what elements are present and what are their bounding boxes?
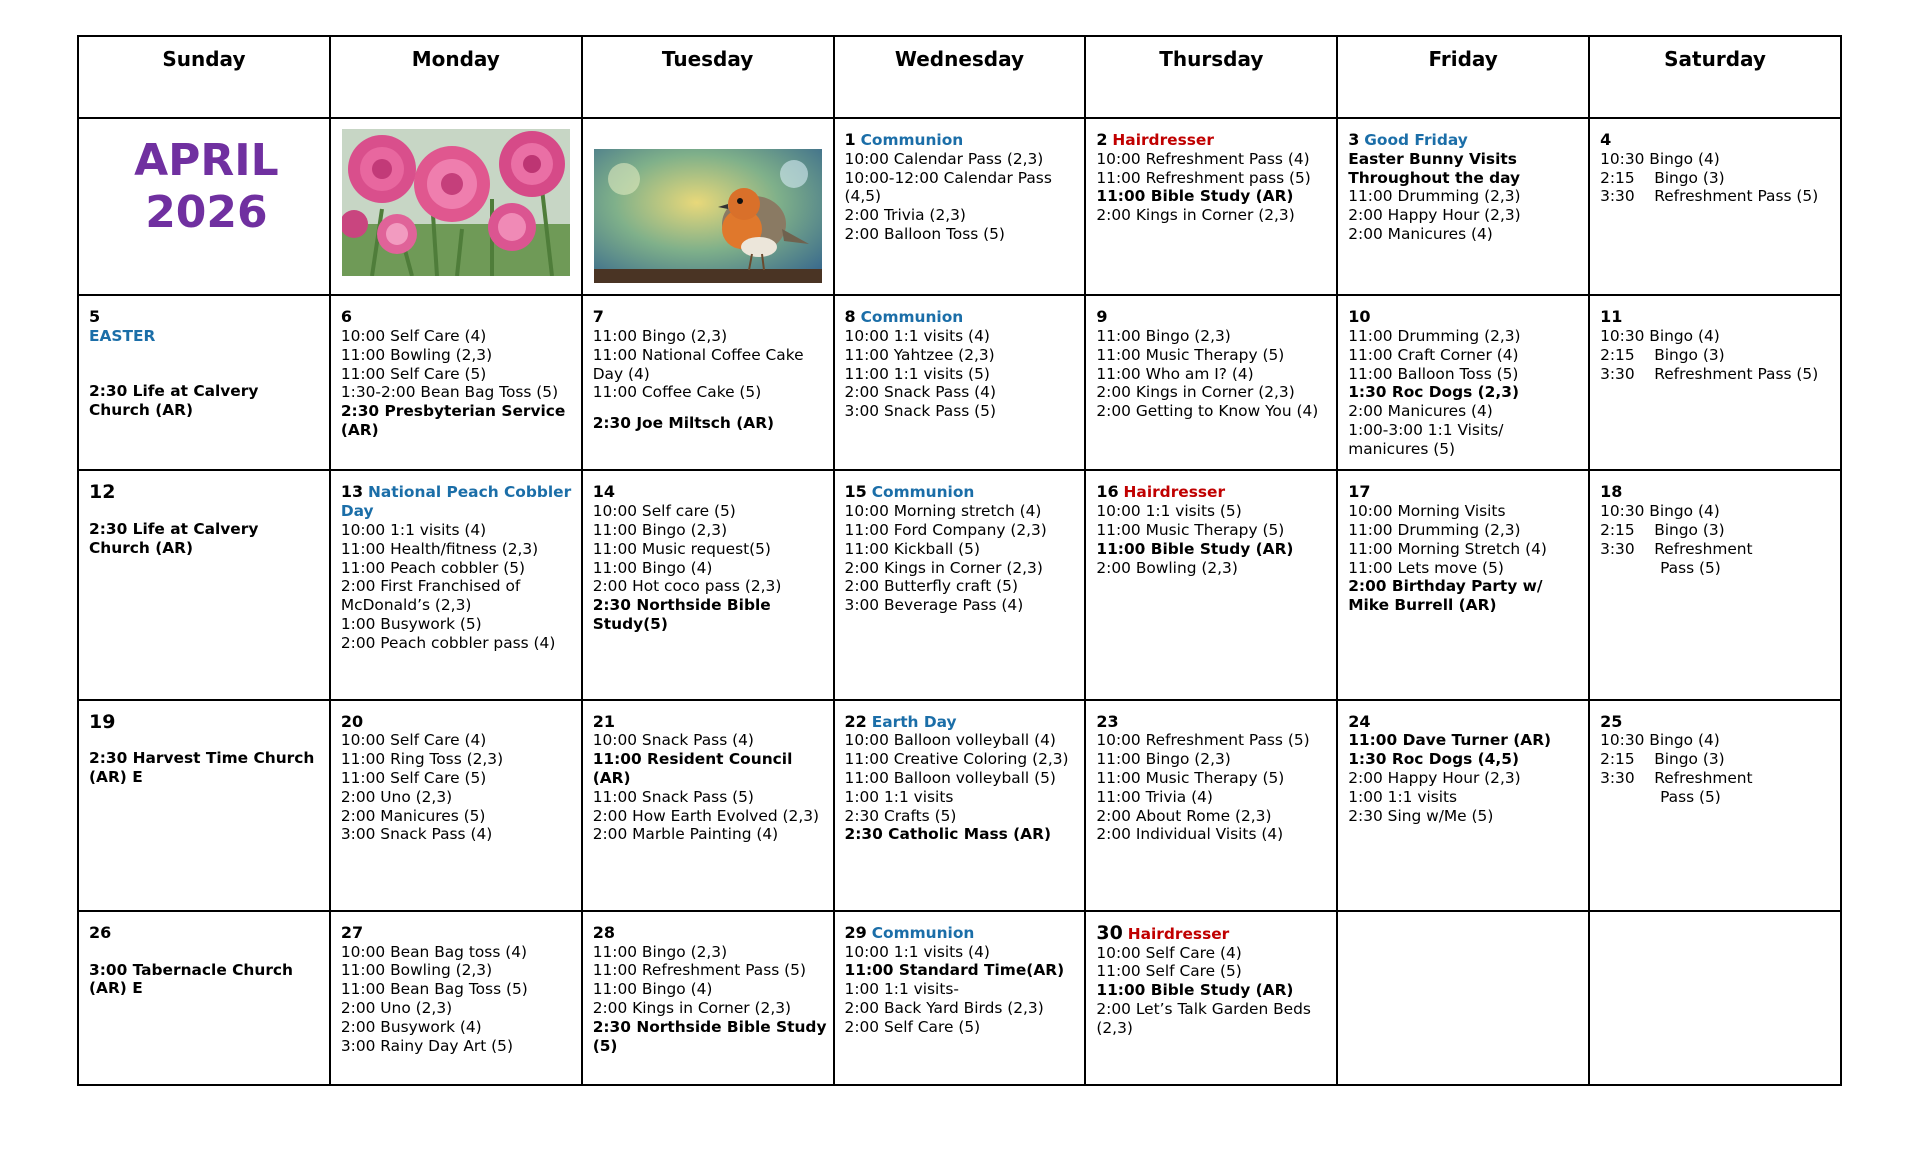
activity: Refreshment Pass (5)	[1654, 364, 1819, 383]
robin-photo	[594, 149, 822, 283]
day-number: 30	[1096, 921, 1123, 944]
activity: 2:30 Catholic Mass (AR)	[844, 825, 1051, 844]
activity: 11:00 Lets move (5)	[1348, 558, 1504, 577]
special-event: National Peach Cobbler Day	[340, 483, 572, 521]
activity: 11:00 Bingo (4)	[592, 980, 713, 999]
activity: 11:00 National Coffee Cake Day (4)	[592, 345, 804, 383]
activity: 11:00 Kickball (5)	[844, 539, 980, 558]
activity: 11:00 Self Care (5)	[340, 768, 487, 787]
activity: 11:00 Music request(5)	[592, 539, 771, 558]
activity: 11:00 Music Therapy (5)	[1096, 345, 1285, 364]
activity-time: 2:15	[1600, 345, 1635, 364]
activity: 10:00 Self Care (4)	[340, 731, 487, 750]
activity: 11:00 Morning Stretch (4)	[1348, 539, 1547, 558]
special-event: Hairdresser	[1112, 131, 1214, 149]
activity: 2:00 Butterfly craft (5)	[844, 577, 1018, 596]
weekday-saturday: Saturday	[1589, 36, 1841, 118]
activity: 10:00 1:1 visits (4)	[340, 520, 487, 539]
day-number: 24	[1348, 711, 1371, 731]
activity: 11:00 Music Therapy (5)	[1096, 768, 1285, 787]
activity: 2:00 Kings in Corner (2,3)	[844, 558, 1043, 577]
activity: 11:00 Bean Bag Toss (5)	[340, 980, 528, 999]
activity-time: 3:30	[1600, 187, 1635, 206]
day-number: 10	[1348, 307, 1371, 327]
activity: 10:00 1:1 visits (4)	[844, 942, 990, 961]
activity: 2:00 Balloon Toss (5)	[844, 224, 1005, 243]
activity: Bingo (3)	[1654, 750, 1725, 769]
day-number: 5	[89, 307, 101, 327]
activity: 11:00 Peach cobbler (5)	[340, 558, 526, 577]
activity: 11:00 Self Care (5)	[340, 364, 487, 383]
activity: 1:00 Busywork (5)	[340, 614, 482, 633]
activity: 11:00 Dave Turner (AR)	[1348, 731, 1552, 750]
activity: 3:00 Snack Pass (5)	[844, 402, 996, 421]
activity: 11:00 Drumming (2,3)	[1348, 520, 1521, 539]
day-number: 20	[340, 711, 364, 731]
day-number: 11	[1600, 307, 1623, 327]
special-event: Communion	[860, 131, 964, 149]
activity: 11:00 Ford Company (2,3)	[844, 520, 1047, 539]
activity: 2:30 Crafts (5)	[844, 806, 957, 825]
day-number: 1	[844, 130, 856, 149]
day-number: 15	[844, 482, 867, 502]
activity-time: 3:30	[1600, 768, 1635, 787]
day-28	[582, 911, 834, 1085]
activity: Refreshment	[1654, 768, 1753, 787]
day-9	[1085, 295, 1337, 470]
weekday-monday: Monday	[330, 36, 582, 118]
activity: 11:00 Creative Coloring (2,3)	[844, 750, 1069, 769]
activity: 10:00 Snack Pass (4)	[592, 731, 754, 750]
activity: 10:00 1:1 visits (5)	[1096, 502, 1242, 521]
activity-time: 3:30	[1600, 539, 1635, 558]
weekday-friday: Friday	[1337, 36, 1589, 118]
activity: 10:00 1:1 visits (4)	[844, 326, 990, 345]
activity: 11:00 Bingo (2,3)	[1096, 326, 1231, 345]
day-15	[834, 470, 1086, 699]
special-event: Good Friday	[1364, 131, 1468, 149]
activity: 1:00 1:1 visits	[844, 787, 954, 806]
calendar-grid	[77, 35, 1842, 1086]
day-25	[1589, 700, 1841, 911]
day-30	[1085, 911, 1337, 1085]
activity: 11:00 Bible Study (AR)	[1096, 539, 1294, 558]
activity: 2:30 Joe Miltsch (AR)	[592, 414, 775, 433]
activity: 2:00 Kings in Corner (2,3)	[1096, 206, 1295, 225]
activity: 2:00 Bowling (2,3)	[1096, 558, 1238, 577]
special-event: Hairdresser	[1127, 924, 1230, 943]
activity: 2:30 Northside Bible Study(5)	[592, 596, 771, 633]
activity: 2:30 Life at Calvery Church (AR)	[89, 520, 259, 557]
day-12	[78, 470, 330, 699]
day-26	[78, 911, 330, 1085]
day-number: 16	[1096, 482, 1119, 502]
activity: 11:00 Coffee Cake (5)	[592, 383, 762, 402]
activity: 2:00 How Earth Evolved (2,3)	[592, 806, 820, 825]
activity: 11:00 Bible Study (AR)	[1096, 187, 1294, 206]
day-number: 25	[1600, 711, 1623, 731]
activity: 2:00 Manicures (5)	[340, 806, 486, 825]
activity: 3:00 Beverage Pass (4)	[844, 596, 1024, 615]
activity: 11:00 Yahtzee (2,3)	[844, 345, 995, 364]
weekday-header-row	[78, 36, 1841, 118]
activity: 2:00 Busywork (4)	[340, 1017, 482, 1036]
activity: 10:30 Bingo (4)	[1600, 326, 1720, 345]
special-event: EASTER	[89, 326, 156, 345]
activity: Bingo (3)	[1654, 345, 1725, 364]
activity: 11:00 Bingo (4)	[592, 558, 713, 577]
activity: 10:00 Self care (5)	[592, 502, 736, 521]
activity: 11:00 Health/fitness (2,3)	[340, 539, 539, 558]
activity: 2:00 Happy Hour (2,3)	[1348, 206, 1521, 225]
activity: 11:00 Bible Study (AR)	[1096, 981, 1294, 1000]
day-21	[582, 700, 834, 911]
activity: 11:00 Trivia (4)	[1096, 787, 1213, 806]
activity-time: 2:15	[1600, 750, 1635, 769]
photo-cell-flowers	[330, 118, 582, 295]
week-row-5	[78, 911, 1841, 1085]
activity: Bingo (3)	[1654, 520, 1725, 539]
day-23	[1085, 700, 1337, 911]
day-1	[834, 118, 1086, 295]
activity: 2:30 Harvest Time Church (AR) E	[89, 749, 315, 787]
activity: 11:00 Bingo (2,3)	[592, 326, 728, 345]
activity: 1:30 Roc Dogs (4,5)	[1348, 750, 1519, 769]
day-number: 12	[89, 481, 116, 504]
day-18	[1589, 470, 1841, 699]
day-29	[834, 911, 1086, 1085]
weekday-tuesday: Tuesday	[582, 36, 834, 118]
day-number: 29	[844, 922, 867, 942]
month-title	[89, 131, 324, 239]
activity: 1:00 1:1 visits-	[844, 980, 959, 999]
activity: 2:00 Hot coco pass (2,3)	[592, 577, 782, 596]
activity: Bingo (3)	[1654, 168, 1725, 187]
activity: 10:00 Self Care (4)	[340, 326, 487, 345]
activity: 2:00 Let’s Talk Garden Beds (2,3)	[1096, 999, 1311, 1037]
day-number: 22	[844, 711, 867, 731]
activity: 1:00 1:1 visits	[1348, 787, 1458, 806]
activity: 1:00-3:00 1:1 Visits/ manicures (5)	[1348, 420, 1504, 458]
activity: 11:00 Refreshment pass (5)	[1096, 168, 1311, 187]
day-number: 13	[340, 482, 364, 502]
activity: 11:00 Bowling (2,3)	[340, 961, 493, 980]
weekday-thursday: Thursday	[1085, 36, 1337, 118]
activity: 2:00 Birthday Party w/ Mike Burrell (AR)	[1348, 577, 1543, 615]
day-number: 14	[592, 482, 615, 502]
day-4	[1589, 118, 1841, 295]
activity: 11:00 Bingo (2,3)	[592, 942, 728, 961]
activity: 10:00 Morning stretch (4)	[844, 502, 1042, 521]
day-10	[1337, 295, 1589, 470]
day-number: 27	[340, 922, 364, 942]
day-number: 17	[1348, 482, 1371, 502]
activity: 10:00 Refreshment Pass (4)	[1096, 149, 1310, 168]
activity: 11:00 Bowling (2,3)	[340, 345, 493, 364]
activity: Refreshment	[1654, 539, 1753, 558]
activity: 2:00 Happy Hour (2,3)	[1348, 768, 1521, 787]
activity: 2:30 Life at Calvery Church (AR)	[89, 381, 259, 419]
activity: 11:00 Self Care (5)	[1096, 962, 1242, 981]
week-row-4	[78, 700, 1841, 911]
day-number: 7	[592, 307, 604, 327]
activity: 2:00 Kings in Corner (2,3)	[1096, 383, 1295, 402]
activity: Pass (5)	[1660, 558, 1721, 577]
photo-cell-bird	[582, 118, 834, 295]
day-number: 18	[1600, 482, 1623, 502]
activity-time: 3:30	[1600, 364, 1635, 383]
activity: Easter Bunny Visits Throughout the day	[1348, 149, 1521, 187]
day-13	[330, 470, 582, 699]
activity: 2:00 Manicures (4)	[1348, 402, 1493, 421]
activity: 2:00 Trivia (2,3)	[844, 206, 966, 225]
activity: 10:00 Calendar Pass (2,3)	[844, 149, 1044, 168]
activity: 10:00 Bean Bag toss (4)	[340, 942, 528, 961]
weekday-wednesday: Wednesday	[834, 36, 1086, 118]
day-number: 2	[1096, 130, 1108, 149]
activity: 2:00 Manicures (4)	[1348, 224, 1493, 243]
activity: 2:00 Uno (2,3)	[340, 787, 453, 806]
activity: 2:30 Presbyterian Service (AR)	[340, 402, 566, 439]
day-16	[1085, 470, 1337, 699]
activity: 10:00 Morning Visits	[1348, 502, 1506, 521]
activity: 10:00 Self Care (4)	[1096, 943, 1242, 962]
activity: 2:30 Northside Bible Study (5)	[592, 1017, 827, 1055]
day-20	[330, 700, 582, 911]
day-number: 9	[1096, 307, 1108, 327]
month-name: APRIL	[134, 135, 279, 186]
day-24	[1337, 700, 1589, 911]
month-year: 2026	[145, 187, 268, 238]
empty-cell	[1589, 911, 1841, 1085]
day-19	[78, 700, 330, 911]
activity: 11:00 Craft Corner (4)	[1348, 345, 1519, 364]
activity: 11:00 Who am I? (4)	[1096, 364, 1254, 383]
day-2	[1085, 118, 1337, 295]
day-11	[1589, 295, 1841, 470]
activity: 10:30 Bingo (4)	[1600, 731, 1720, 750]
activity: 3:00 Tabernacle Church (AR) E	[89, 960, 293, 998]
day-17	[1337, 470, 1589, 699]
activity: 2:00 Self Care (5)	[844, 1017, 981, 1036]
day-14	[582, 470, 834, 699]
activity: 2:30 Sing w/Me (5)	[1348, 806, 1494, 825]
pink-ranunculus-photo	[342, 129, 570, 276]
activity: 2:00 Marble Painting (4)	[592, 825, 779, 844]
activity: 11:00 Drumming (2,3)	[1348, 187, 1521, 206]
activity: 2:00 Uno (2,3)	[340, 998, 453, 1017]
activity: 3:00 Snack Pass (4)	[340, 825, 493, 844]
activity: 2:00 Snack Pass (4)	[844, 383, 996, 402]
activity: 11:00 Bingo (2,3)	[592, 520, 728, 539]
activity: 2:00 Kings in Corner (2,3)	[592, 998, 792, 1017]
activity: 11:00 Resident Council (AR)	[592, 750, 793, 787]
activity: 11:00 Standard Time(AR)	[844, 961, 1065, 980]
activity: 11:00 Bingo (2,3)	[1096, 750, 1231, 769]
week-row-1	[78, 118, 1841, 295]
day-number: 28	[592, 922, 615, 942]
activity: Refreshment Pass (5)	[1654, 187, 1819, 206]
activity: 11:00 Refreshment Pass (5)	[592, 961, 806, 980]
activity: 2:00 Individual Visits (4)	[1096, 825, 1284, 844]
day-22	[834, 700, 1086, 911]
activity: 11:00 Snack Pass (5)	[592, 787, 754, 806]
activity: 2:00 Getting to Know You (4)	[1096, 402, 1319, 421]
day-7	[582, 295, 834, 470]
day-number: 4	[1600, 130, 1612, 149]
special-event: Communion	[871, 923, 975, 942]
day-number: 23	[1096, 711, 1119, 731]
day-27	[330, 911, 582, 1085]
activity: 3:00 Rainy Day Art (5)	[340, 1036, 513, 1055]
day-number: 26	[89, 922, 112, 942]
activity: 2:00 Back Yard Birds (2,3)	[844, 998, 1044, 1017]
day-number: 21	[592, 711, 615, 731]
activity-time: 2:15	[1600, 520, 1635, 539]
day-8	[834, 295, 1086, 470]
activity: 10:00 Refreshment Pass (5)	[1096, 731, 1310, 750]
activity: 10:00-12:00 Calendar Pass (4,5)	[844, 168, 1052, 206]
activity: 11:00 1:1 visits (5)	[844, 364, 990, 383]
activity: 2:00 About Rome (2,3)	[1096, 806, 1272, 825]
day-number: 3	[1348, 130, 1360, 149]
day-3	[1337, 118, 1589, 295]
special-event: Earth Day	[871, 712, 957, 731]
day-number: 8	[844, 307, 856, 327]
activity: 11:00 Balloon Toss (5)	[1348, 364, 1519, 383]
special-event: Hairdresser	[1123, 483, 1226, 502]
day-number: 19	[89, 710, 116, 733]
month-title-cell	[78, 118, 330, 295]
activity: 2:00 First Franchised of McDonald’s (2,3)	[340, 577, 521, 615]
day-number: 6	[340, 307, 352, 327]
activity: 11:00 Ring Toss (2,3)	[340, 750, 504, 769]
weekday-sunday: Sunday	[78, 36, 330, 118]
day-6	[330, 295, 582, 470]
activity: 11:00 Music Therapy (5)	[1096, 520, 1285, 539]
activity-time: 2:15	[1600, 168, 1635, 187]
activity: 11:00 Drumming (2,3)	[1348, 326, 1521, 345]
activity: 10:30 Bingo (4)	[1600, 502, 1720, 521]
week-row-3	[78, 470, 1841, 699]
special-event: Communion	[860, 308, 964, 327]
activity: 11:00 Balloon volleyball (5)	[844, 768, 1056, 787]
activity: 2:00 Peach cobbler pass (4)	[340, 633, 556, 652]
day-5	[78, 295, 330, 470]
activity: 1:30-2:00 Bean Bag Toss (5)	[340, 383, 559, 402]
activity: 10:00 Balloon volleyball (4)	[844, 731, 1056, 750]
week-row-2	[78, 295, 1841, 470]
empty-cell	[1337, 911, 1589, 1085]
special-event: Communion	[871, 483, 975, 502]
activity: Pass (5)	[1660, 787, 1721, 806]
activity: 1:30 Roc Dogs (2,3)	[1348, 383, 1519, 402]
activity: 10:30 Bingo (4)	[1600, 149, 1720, 168]
